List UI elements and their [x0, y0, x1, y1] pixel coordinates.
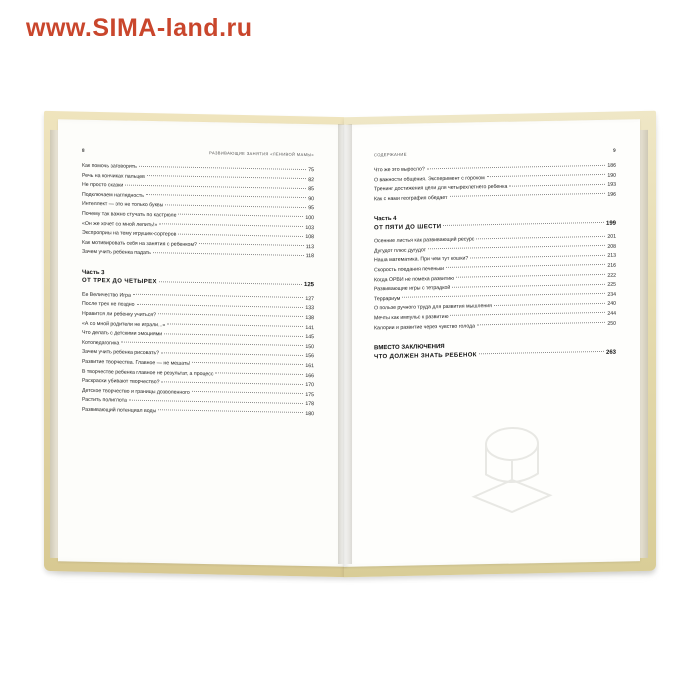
leader-dots: [178, 213, 303, 217]
part-title: ОТ ТРЕХ ДО ЧЕТЫРЕХ: [82, 278, 157, 286]
part-label: Часть 3: [82, 269, 105, 277]
toc-title: Как мотивировать себя на занятия с ребенком?: [82, 239, 197, 248]
leader-dots: [125, 183, 306, 188]
leader-dots: [161, 351, 303, 356]
toc-title: «Он же хочет со мной лепить!»: [82, 220, 158, 228]
toc-page: 166: [305, 372, 314, 379]
toc-title: Как помочь заговорить: [82, 162, 137, 170]
toc-page: 170: [305, 382, 314, 389]
toc-title: Зачем учить ребенка рисовать?: [82, 349, 160, 357]
leader-dots: [479, 350, 604, 354]
toc-page: 193: [607, 181, 616, 189]
toc-title: Развивающий потенциал воды: [82, 406, 157, 415]
part-page: 199: [605, 220, 616, 227]
toc-page: 108: [305, 234, 314, 241]
toc-title: Ее Величество Игра: [82, 291, 131, 299]
leader-dots: [129, 398, 303, 403]
toc-title: Мечты как импульс к развитию: [374, 313, 449, 322]
toc-page: 138: [305, 314, 314, 322]
toc-title: Детское творчество и границы дозволенного: [82, 387, 190, 396]
toc-column-right: [374, 148, 616, 367]
toc-title: Что делать с детскими эмоциями: [82, 329, 163, 338]
toc-page: 180: [305, 410, 314, 418]
toc-title: Зачем учить ребенка падать: [82, 249, 151, 257]
toc-page: 103: [305, 224, 314, 231]
running-head-page-number: 9: [613, 147, 616, 153]
toc-title: Интеллект — это не только буквы: [82, 201, 164, 209]
leader-dots: [165, 203, 306, 208]
toc-page: 95: [308, 205, 314, 212]
toc-title: О пользе ручного труда для развития мышления: [374, 303, 492, 312]
watermark-text: www.SIMA-land.ru: [26, 14, 253, 42]
toc-page: 225: [607, 281, 616, 288]
leader-dots: [137, 303, 304, 308]
leader-dots: [133, 293, 303, 298]
leader-dots: [139, 164, 306, 169]
toc-title: Калории и развитие через чувство голода: [374, 322, 476, 331]
toc-title: Что же это выросло?: [374, 166, 425, 174]
part-heading-left: [82, 269, 314, 291]
leader-dots: [146, 193, 306, 198]
leader-dots: [167, 322, 303, 327]
toc-group-right-top: [374, 162, 616, 205]
leader-dots: [178, 232, 303, 236]
leader-dots: [158, 313, 303, 318]
toc-title: Экспроприы на тему игрушек-сортеров: [82, 229, 177, 238]
toc-title: В творчестве ребенка главное не результат, а процесс: [82, 368, 214, 377]
leader-dots: [161, 380, 303, 385]
closing-heading: [374, 340, 616, 362]
toc-title: Наша математика. При чем тут кошки?: [374, 255, 469, 264]
toc-title: Не просто сказки: [82, 181, 124, 189]
toc-page: 196: [607, 191, 616, 198]
toc-group-left-top: [82, 162, 314, 262]
leader-dots: [446, 263, 605, 268]
toc-page: 141: [305, 324, 314, 331]
leader-dots: [476, 235, 605, 239]
leader-dots: [199, 242, 304, 246]
toc-page: 213: [607, 253, 616, 260]
toc-page: 175: [305, 391, 314, 398]
part-title: ОТ ПЯТИ ДО ШЕСТИ: [374, 223, 442, 232]
toc-page: 244: [607, 310, 616, 317]
leader-dots: [509, 183, 605, 187]
leader-dots: [159, 280, 302, 285]
leader-dots: [443, 221, 604, 226]
running-head-title: РАЗВИВАЮЩИЕ ЗАНЯТИЯ «ЛЕНИВОЙ МАМЫ»: [209, 150, 314, 158]
leader-dots: [192, 361, 303, 365]
toc-title: Террариум: [374, 295, 401, 303]
toc-title: Тренинг достижения цели для четырехлетнего ребенка: [374, 183, 508, 193]
toc-page: 82: [308, 176, 314, 183]
toc-page: 118: [305, 253, 314, 260]
toc-page: 234: [607, 291, 616, 298]
toc-page: 85: [308, 186, 314, 193]
leader-dots: [470, 254, 605, 259]
toc-page: 178: [305, 401, 314, 408]
toc-title: Подключаем наглядность: [82, 191, 144, 199]
toc-page: 222: [607, 272, 616, 279]
toc-title: Нравится ли ребенку учиться?: [82, 310, 156, 319]
toc-page: 75: [308, 167, 314, 174]
leader-dots: [456, 273, 605, 278]
toc-page: 127: [305, 295, 314, 302]
toc-title: «А со мной родители не играли...»: [82, 320, 166, 328]
toc-title: Почему так важно стучать по кастрюле: [82, 210, 177, 219]
part-label: Часть 4: [374, 216, 397, 223]
leader-dots: [153, 251, 304, 256]
toc-page: 240: [607, 301, 616, 308]
running-head-title: СОДЕРЖАНИЕ: [374, 151, 407, 158]
leader-dots: [158, 409, 303, 414]
toc-page: 156: [305, 353, 314, 360]
toc-page: 250: [607, 320, 616, 327]
toc-page: 216: [607, 262, 616, 269]
toc-page: 113: [305, 243, 314, 250]
toc-page: 186: [607, 162, 616, 169]
toc-title: Развитие творчества. Главное — не мешать!: [82, 358, 191, 367]
leader-dots: [192, 390, 304, 394]
toc-page: 190: [607, 172, 616, 179]
toc-page: 100: [305, 215, 314, 222]
closing-line-2: ЧТО ДОЛЖЕН ЗНАТЬ РЕБЕНОК: [374, 351, 477, 360]
toc-group-left-part3: [82, 291, 314, 420]
leader-dots: [477, 321, 605, 325]
leader-dots: [121, 341, 303, 346]
running-head-page-number: 8: [82, 147, 85, 153]
toc-title: Котопедагогика: [82, 339, 120, 347]
toc-page: 90: [308, 195, 314, 203]
leader-dots: [159, 222, 303, 227]
toc-column-left: [82, 148, 314, 420]
book-gutter: [338, 124, 352, 564]
toc-page: 201: [607, 233, 616, 241]
leader-dots: [164, 332, 303, 337]
leader-dots: [452, 283, 605, 288]
leader-dots: [147, 174, 306, 179]
leader-dots: [494, 302, 605, 306]
toc-page: 150: [305, 343, 314, 350]
toc-title: Речь на кончиках пальцев: [82, 172, 145, 180]
leader-dots: [487, 173, 606, 177]
ghost-illustration-icon: [452, 409, 572, 521]
part-page: 125: [303, 282, 314, 289]
leader-dots: [427, 163, 606, 168]
toc-page: 145: [305, 334, 314, 341]
toc-page: 208: [607, 243, 616, 250]
toc-title: Дугудот плюс дугудот: [374, 247, 427, 255]
toc-title: О важности общения. Эксперимент с горохом: [374, 174, 485, 183]
toc-title: Раскраски убивают творчество?: [82, 377, 160, 386]
toc-title: Когда ОРВИ не помеха развитию: [374, 275, 455, 283]
toc-title: Растить полиглота: [82, 397, 127, 404]
toc-title: После трех не поздно: [82, 301, 135, 309]
toc-title: Скорость поедания печеньки: [374, 265, 445, 274]
closing-page: 263: [605, 349, 616, 356]
part-heading-right: [374, 211, 616, 233]
toc-title: Развивающие игры с тетрадкой: [374, 285, 451, 293]
toc-page: 161: [305, 362, 314, 370]
closing-line-1: ВМЕСТО ЗАКЛЮЧЕНИЯ: [374, 344, 445, 352]
open-book: [44, 110, 660, 580]
toc-page: 133: [305, 305, 314, 312]
toc-title: Как с нами география обедает: [374, 194, 448, 203]
toc-title: Осенние листья как развивающий ресурс: [374, 236, 475, 245]
leader-dots: [215, 371, 303, 375]
toc-group-right-part4: [374, 233, 616, 334]
